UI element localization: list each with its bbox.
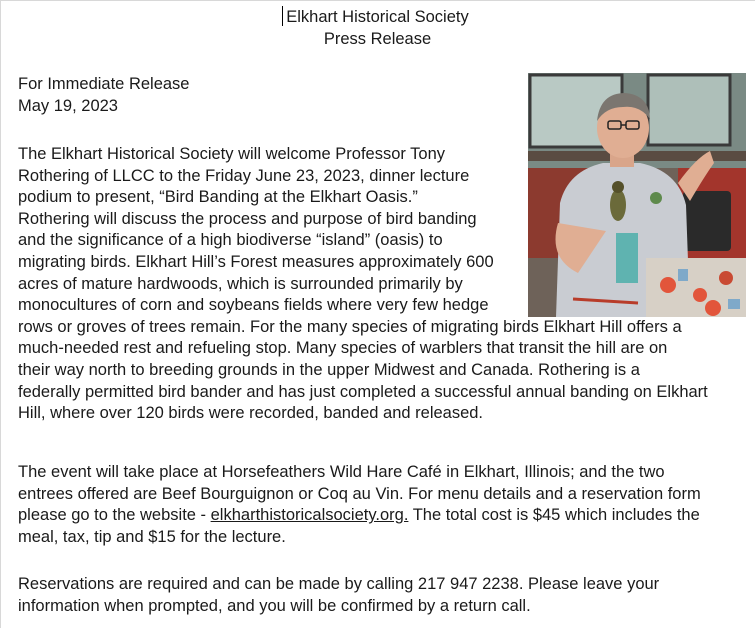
paragraph-line: Hill, where over 120 birds were recorded, banded and released.: [18, 404, 484, 423]
paragraph-line: federally permitted bird bander and has just completed a successful annual banding on Elkhart: [18, 382, 708, 401]
paragraph-line: much-needed rest and refueling stop. Many species of warblers that transit the hill are on: [18, 339, 668, 358]
paragraph-line: information when prompted, and you will be confirmed by a return call.: [18, 596, 531, 615]
release-info: [18, 74, 190, 117]
paragraph-line: Reservations are required and can be made by calling 217 947 2238. Please leave your: [18, 575, 660, 593]
paragraph-reservations: [18, 574, 748, 617]
paragraph-line-with-link: [18, 505, 748, 527]
paragraph-line: entrees offered are Beef Bourguignon or Coq au Vin. For menu details and a reservation form: [18, 484, 701, 503]
paragraph-line: migrating birds. Elkhart Hill’s Forest measures approximately 600: [18, 252, 494, 271]
paragraph-speaker-announcement: [18, 144, 755, 425]
paragraph-line: their way north to breeding grounds in the upper Midwest and Canada. Rothering is a: [18, 360, 640, 379]
release-label: For Immediate Release: [18, 75, 190, 93]
page-edge-top: [0, 0, 755, 1]
website-link[interactable]: elkharthistoricalsociety.org.: [210, 506, 409, 525]
paragraph-line: The event will take place at Horsefeathers Wild Hare Café in Elkhart, Illinois; and the two: [18, 463, 665, 481]
paragraph-line: The Elkhart Historical Society will welcome Professor Tony: [18, 145, 446, 163]
paragraph-line: monocultures of corn and soybeans fields where very few hedge: [18, 296, 489, 315]
page-edge-left: [0, 0, 1, 628]
paragraph-line: Rothering of LLCC to the Friday June 23, 2023, dinner lecture: [18, 166, 470, 185]
text-cursor: [282, 6, 283, 26]
paragraph-line: acres of mature hardwoods, which is surrounded primarily by: [18, 274, 463, 293]
link-suffix-text: The total cost is $45 which includes the: [408, 506, 700, 525]
paragraph-line: podium to present, “Bird Banding at the Elkhart Oasis.”: [18, 188, 418, 207]
release-date: May 19, 2023: [18, 96, 118, 115]
paragraph-line: and the significance of a high biodiverse “island” (oasis) to: [18, 231, 443, 250]
press-release-title: Press Release: [323, 30, 432, 48]
paragraph-line: rows or groves of trees remain. For the many species of migrating birds Elkhart Hill offers a: [18, 317, 682, 336]
paragraph-line: meal, tax, tip and $15 for the lecture.: [18, 527, 286, 546]
paragraph-event-details: [18, 462, 748, 548]
paragraph-line: Rothering will discuss the process and purpose of bird banding: [18, 209, 477, 228]
link-prefix-text: please go to the website -: [18, 506, 211, 525]
document-header: [0, 6, 755, 50]
organization-title: Elkhart Historical Society: [286, 8, 469, 26]
